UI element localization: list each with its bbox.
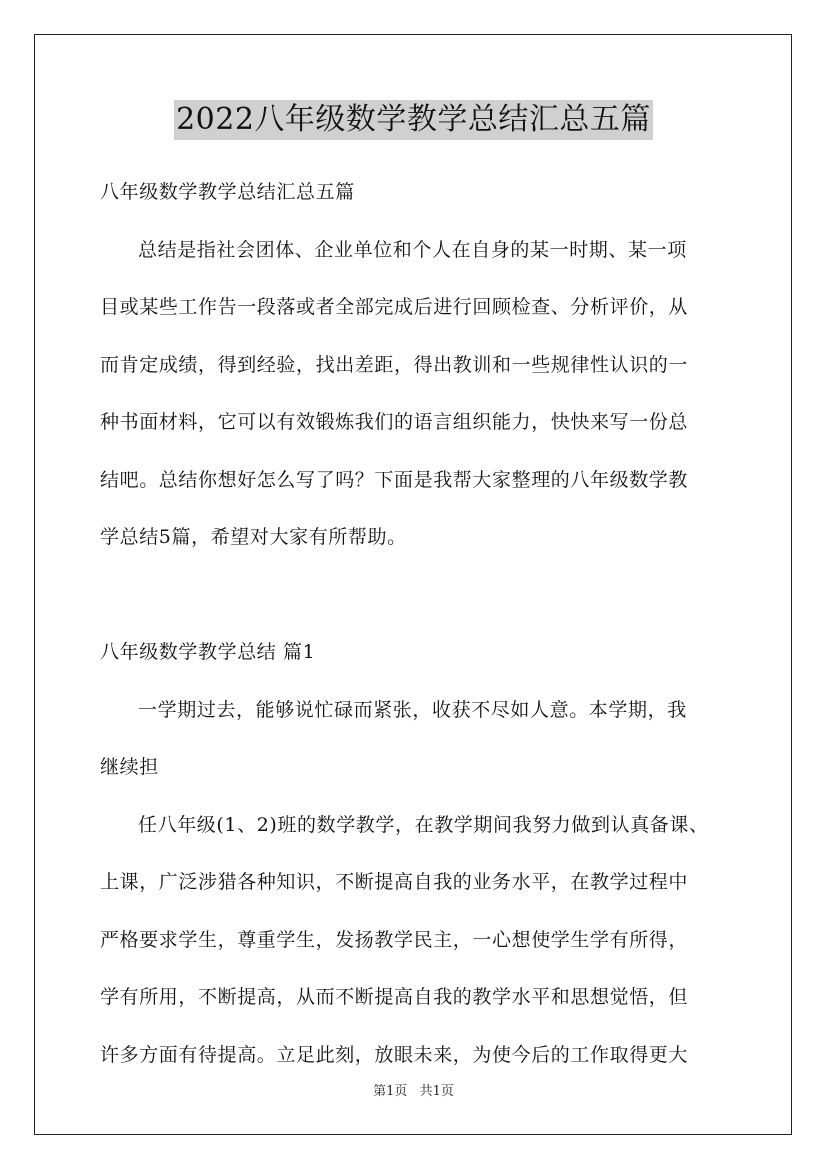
section-para2-line-1: 任八年级(1、2)班的数学教学，在教学期间我努力做到认真备课、 (138, 813, 709, 836)
intro-line-5: 结吧。总结你想好怎么写了吗？下面是我帮大家整理的八年级数学教 (100, 468, 689, 491)
page-number: 第1页 (373, 1084, 408, 1099)
section-heading: 八年级数学教学总结 篇1 (100, 641, 316, 663)
intro-line-3: 而肯定成绩，得到经验，找出差距，得出教训和一些规律性认识的一 (100, 353, 689, 376)
title-container (0, 100, 827, 140)
section-para2-line-3: 严格要求学生，尊重学生，发扬教学民主，一心想使学生学有所得， (100, 928, 689, 951)
intro-line-6: 学总结5篇，希望对大家有所帮助。 (100, 526, 407, 548)
paragraph-gap (100, 567, 732, 625)
section-para2-line-2: 上课，广泛涉猎各种知识，不断提高自我的业务水平，在教学过程中 (100, 871, 689, 893)
page-total: 共1页 (419, 1084, 454, 1099)
document-subtitle: 八年级数学教学总结汇总五篇 (100, 181, 355, 203)
section-para2-line-5: 许多方面有待提高。立足此刻，放眼未来，为使今后的工作取得更大 (100, 1043, 689, 1066)
section-para1-line-1: 一学期过去，能够说忙碌而紧张，收获不尽如人意。本学期，我 (138, 698, 687, 721)
intro-line-4: 种书面材料，它可以有效锻炼我们的语言组织能力，快快来写一份总 (100, 411, 689, 433)
section-para2-line-4: 学有所用，不断提高，从而不断提高自我的教学水平和思想觉悟，但 (100, 986, 689, 1008)
intro-line-1: 总结是指社会团体、企业单位和个人在自身的某一时期、某一项 (138, 238, 687, 261)
section-para1-line-2: 继续担 (100, 756, 159, 778)
page-footer (0, 1083, 827, 1101)
intro-line-2: 目或某些工作告一段落或者全部完成后进行回顾检查、分析评价，从 (100, 296, 689, 318)
document-body (100, 164, 732, 1084)
document-title: 2022八年级数学教学总结汇总五篇 (174, 100, 653, 140)
